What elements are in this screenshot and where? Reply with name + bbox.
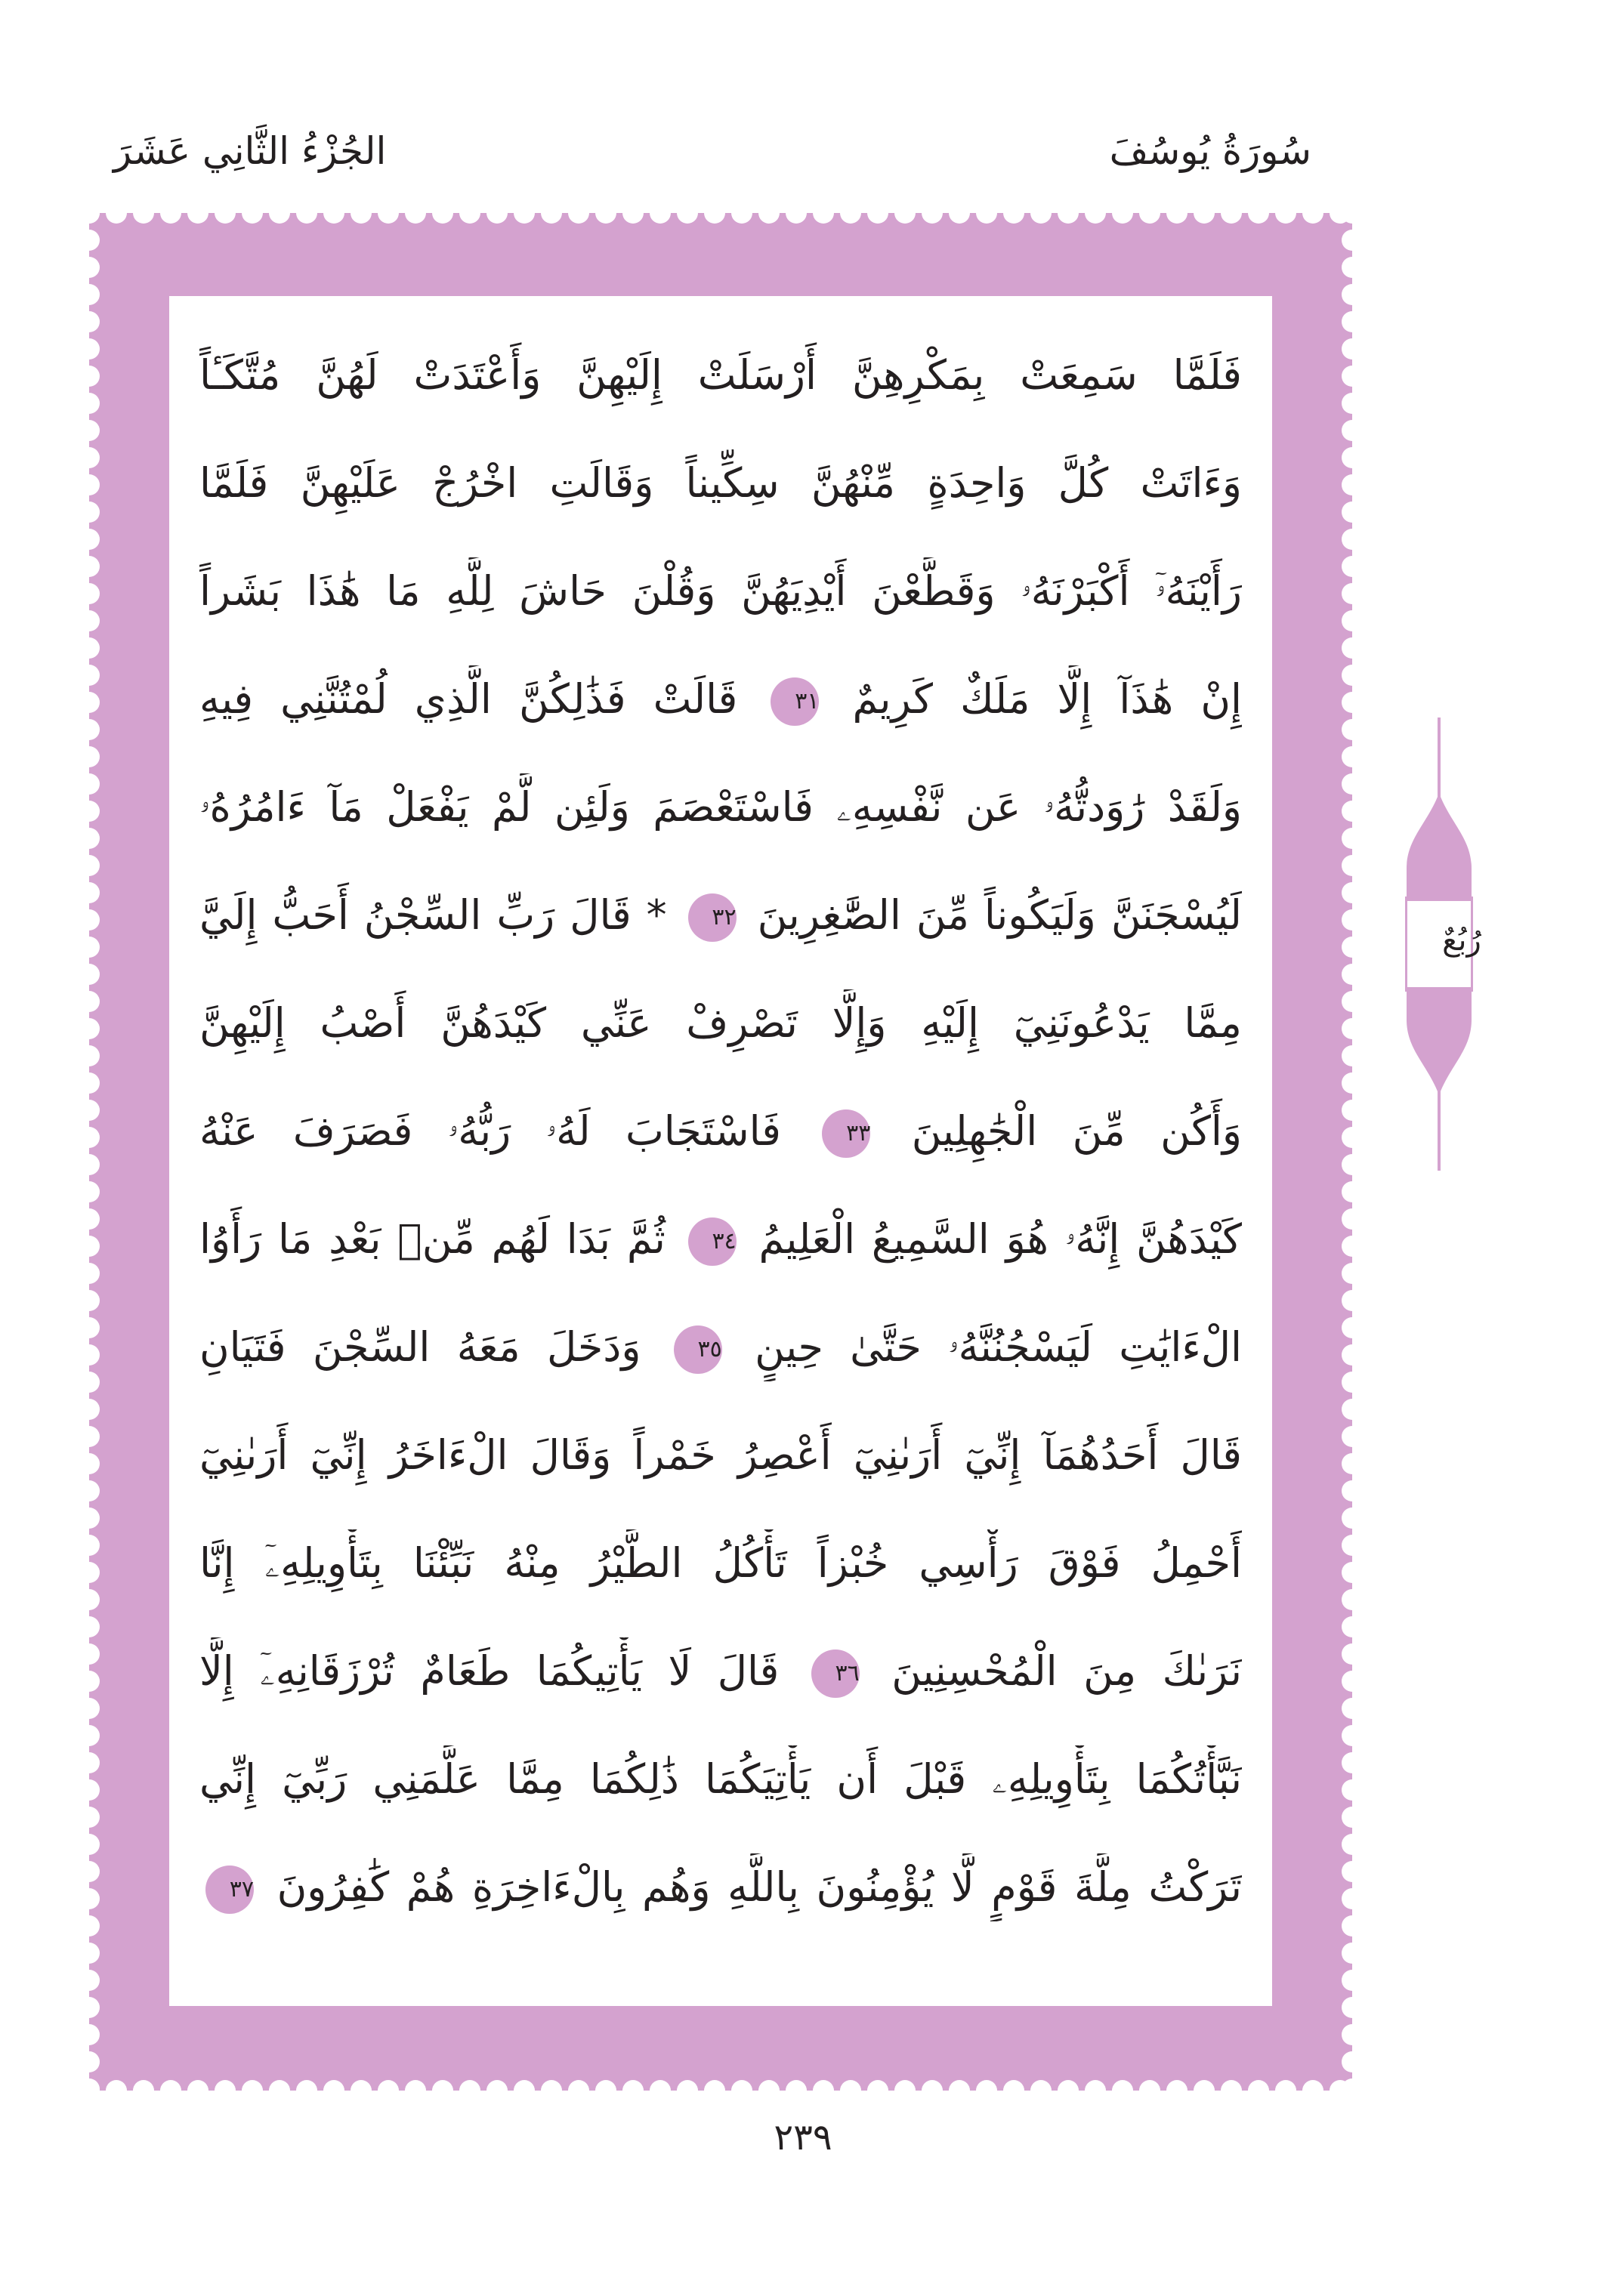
- verse-text: * قَالَ رَبِّ السِّجْنُ أَحَبُّ إِلَيَّ: [199, 891, 667, 939]
- verse-line: [199, 1637, 1242, 1705]
- verse-text: وَدَخَلَ مَعَهُ السِّجْنَ فَتَيَانِ: [199, 1323, 641, 1371]
- ayah-number-marker: ٣٦: [811, 1649, 860, 1698]
- surah-title: سُورَةُ يُوسُفَ: [1109, 129, 1311, 173]
- verse-line: [199, 1745, 1242, 1813]
- verse-text: تَرَكْتُ مِلَّةَ قَوْمٍ لَّا يُؤْمِنُونَ بِاللَّهِ وَهُم بِالْءَاخِرَةِ هُمْ كَٰفِرُونَ: [276, 1863, 1242, 1911]
- verse-text: رَأَيْنَهُۥٓ أَكْبَرْنَهُۥ وَقَطَّعْنَ أَيْدِيَهُنَّ وَقُلْنَ حَاشَ لِلَّهِ مَا هَٰذَا بَشَراً: [199, 567, 1242, 615]
- verse-text: فَلَمَّا سَمِعَتْ بِمَكْرِهِنَّ أَرْسَلَتْ إِلَيْهِنَّ وَأَعْتَدَتْ لَهُنَّ مُتَّكَـٔاً: [199, 351, 1242, 399]
- verse-line: [199, 665, 1242, 733]
- verse-text: كَيْدَهُنَّ إِنَّهُۥ هُوَ السَّمِيعُ الْعَلِيمُ: [758, 1215, 1242, 1263]
- verse-line: [199, 989, 1242, 1057]
- verse-text: الْءَايَٰتِ لَيَسْجُنُنَّهُۥ حَتَّىٰ حِينٍ: [755, 1323, 1242, 1371]
- verse-text: وَلَقَدْ رَٰوَدتُّهُۥ عَن نَّفْسِهِۦ فَاسْتَعْصَمَ وَلَئِن لَّمْ يَفْعَلْ مَآ ءَامُرُهُۥ: [199, 783, 1242, 831]
- verse-line: [199, 1313, 1242, 1381]
- verse-text: إِنْ هَٰذَآ إِلَّا مَلَكٌ كَرِيمٌ: [852, 675, 1242, 723]
- verse-line: [199, 1529, 1242, 1597]
- verse-text: قَالَ أَحَدُهُمَآ إِنِّيٓ أَرَىٰنِيٓ أَعْصِرُ خَمْراً وَقَالَ الْءَاخَرُ إِنِّيٓ أَرَىٰنِيٓ: [199, 1431, 1242, 1479]
- verse-text: ثُمَّ بَدَا لَهُم مِّنۢ بَعْدِ مَا رَأَوُا: [199, 1215, 666, 1263]
- verse-text: وَءَاتَتْ كُلَّ وَاحِدَةٍ مِّنْهُنَّ سِكِّيناً وَقَالَتِ اخْرُجْ عَلَيْهِنَّ فَلَمَّا: [199, 459, 1242, 507]
- ayah-number-marker: ٣١: [771, 677, 819, 726]
- verse-text: لَيُسْجَنَنَّ وَلَيَكُوناً مِّنَ الصَّٰغِرِينَ: [757, 891, 1242, 939]
- ayah-number-marker: ٣٥: [674, 1325, 722, 1374]
- page-number: ٢٣٩: [774, 2116, 832, 2159]
- verse-text: مِمَّا يَدْعُونَنِيٓ إِلَيْهِ وَإِلَّا تَصْرِفْ عَنِّي كَيْدَهُنَّ أَصْبُ إِلَيْهِنَّ: [199, 999, 1242, 1047]
- ayah-number-marker: ٣٢: [688, 893, 737, 942]
- verse-line: [199, 449, 1242, 517]
- verse-text: قَالَتْ فَذَٰلِكُنَّ الَّذِي لُمْتُنَّنِي فِيهِ: [199, 675, 738, 723]
- ayah-number-marker: ٣٧: [205, 1866, 254, 1914]
- text-panel: [169, 296, 1272, 2006]
- verse-line: [199, 881, 1242, 949]
- verse-text: نَبَّأْتُكُمَا بِتَأْوِيلِهِۦ قَبْلَ أَن يَأْتِيَكُمَا ذَٰلِكُمَا مِمَّا عَلَّمَنِي رَبِّيٓ إِنِّي: [199, 1755, 1242, 1803]
- verse-text: أَحْمِلُ فَوْقَ رَأْسِي خُبْزاً تَأْكُلُ الطَّيْرُ مِنْهُ نَبِّئْنَا بِتَأْوِيلِهِۦٓ إِنَّا: [199, 1539, 1242, 1587]
- verse-line: [199, 1421, 1242, 1489]
- verse-line: [199, 341, 1242, 409]
- ayah-number-marker: ٣٣: [822, 1109, 870, 1158]
- verse-text: قَالَ لَا يَأْتِيكُمَا طَعَامٌ تُرْزَقَانِهِۦٓ إِلَّا: [199, 1647, 780, 1695]
- verse-line: [199, 1097, 1242, 1165]
- verse-text: فَاسْتَجَابَ لَهُۥ رَبُّهُۥ فَصَرَفَ عَنْهُ: [199, 1107, 781, 1155]
- verse-line: [199, 557, 1242, 625]
- verse-line: [199, 1853, 1242, 1921]
- juz-title: الجُزْءُ الثَّانِي عَشَرَ: [113, 129, 387, 173]
- verse-line: [199, 1205, 1242, 1273]
- verse-line: [199, 773, 1242, 841]
- ayah-number-marker: ٣٤: [688, 1217, 737, 1266]
- rub-label: رُبُعٌ: [1442, 923, 1481, 958]
- verse-text: وَأَكُن مِّنَ الْجَٰهِلِينَ: [911, 1107, 1242, 1155]
- verse-text: نَرَىٰكَ مِنَ الْمُحْسِنِينَ: [891, 1647, 1242, 1695]
